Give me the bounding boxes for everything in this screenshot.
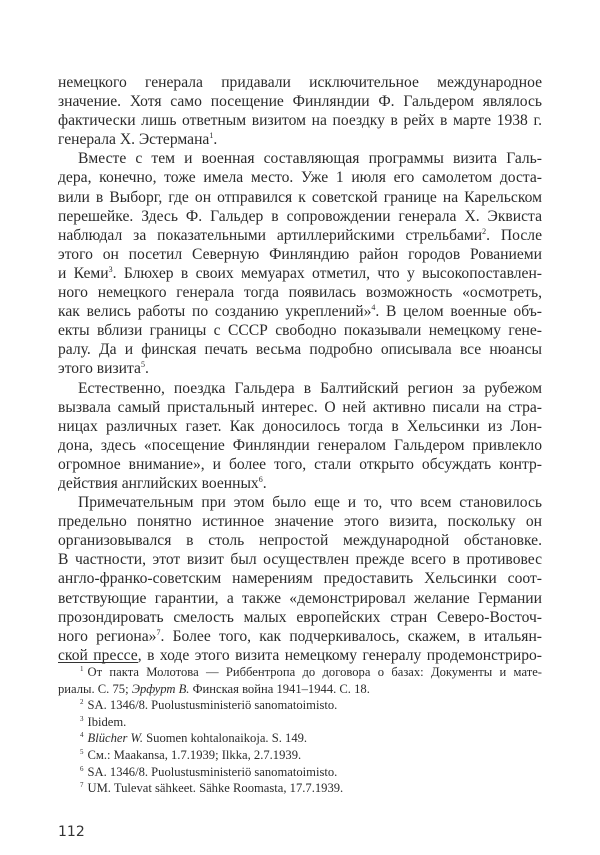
- text-line: [58, 73, 542, 92]
- text-line: [58, 321, 542, 340]
- footnote-marker: 3: [108, 264, 113, 274]
- text-line: [58, 245, 542, 264]
- author-name: Эрфурт В.: [131, 681, 190, 696]
- text-line: [58, 188, 542, 207]
- text-segment: ницах различных газет. Как доносилось тогда в Хельсинки из Лон-: [58, 417, 542, 435]
- text-line: [58, 379, 542, 398]
- page-number: 112: [58, 824, 85, 840]
- footnote-marker: 6: [80, 764, 84, 773]
- text-segment: риалы. С. 75;: [58, 681, 132, 696]
- text-segment: действия английских военных: [58, 474, 259, 492]
- text-line: [58, 168, 542, 187]
- text-segment: В частности, этот визит был осуществлен прежде всего в противовес: [58, 551, 542, 569]
- text-line: [58, 531, 542, 550]
- text-segment: дера, конечно, тоже имела место. Уже 1 июля его самолетом доста-: [58, 169, 542, 187]
- text-line: [58, 780, 542, 797]
- text-segment: . Более того, как подчеркивалось, скажем, в итальян-: [160, 627, 542, 645]
- footnote: [58, 664, 542, 697]
- footnote: [58, 764, 542, 781]
- text-segment: Вместе с тем и военная составляющая программы визита Галь-: [78, 150, 542, 168]
- text-segment: ветствующие гарантии, а также «демонстрировал желание Германии: [58, 589, 542, 607]
- text-line: [58, 283, 542, 302]
- footnote-marker: 7: [156, 627, 161, 637]
- text-segment: SA. 1346/8. Puolustusministeriö sanomatoimisto.: [87, 698, 338, 713]
- text-line: [58, 589, 542, 608]
- footnote-marker: 2: [482, 226, 487, 236]
- footnote-marker: 1: [209, 131, 214, 141]
- text-line: [58, 627, 542, 646]
- text-line: [58, 92, 542, 111]
- text-segment: значение. Хотя само посещение Финляндии Ф. Гальдером являлось: [58, 93, 542, 111]
- text-segment: вили в Выборг, где он отправился к советской границе на Карельском: [58, 188, 542, 206]
- text-segment: ской прессе, в ходе этого визита немецкому генералу продемонстриро-: [58, 646, 542, 664]
- text-segment: как велись работы по созданию укреплений»: [58, 303, 372, 321]
- text-segment: этого он посетил Северную Финляндию район городов Рованиеми: [58, 245, 542, 263]
- text-line: [58, 730, 542, 747]
- text-line: [58, 264, 542, 283]
- text-line: [58, 681, 542, 698]
- text-segment: ного немецкого генерала тогда появилась возможность «осмотреть,: [58, 284, 542, 302]
- text-line: [58, 747, 542, 764]
- text-segment: и Кеми: [58, 264, 109, 282]
- body-text: [58, 73, 542, 665]
- text-segment: Примечательным при этом было еще и то, что всем становилось: [78, 494, 542, 512]
- footnote-marker: 5: [80, 747, 84, 756]
- text-segment: дона, здесь «посещение Финляндии генералом Гальдером привлекло: [58, 436, 542, 454]
- text-segment: ралу. Да и финская печать весьма подробно описывала все нюансы: [58, 341, 542, 359]
- footnote-marker: 4: [80, 731, 84, 740]
- text-line: [58, 512, 542, 531]
- footnote-separator: [58, 662, 138, 663]
- text-segment: наблюдал за показательными артиллерийскими стрельбами: [58, 226, 483, 244]
- footnote-marker: 6: [258, 474, 263, 484]
- text-line: [58, 302, 542, 321]
- text-line: [58, 436, 542, 455]
- text-line: [58, 608, 542, 627]
- text-segment: англо-франко-советским намерениям предоставить Хельсинки соот-: [58, 570, 542, 588]
- text-segment: Suomen kohtalonaikoja. S. 149.: [143, 731, 308, 746]
- footnote: [58, 747, 542, 764]
- footnotes: [58, 664, 542, 797]
- footnote: [58, 714, 542, 731]
- text-segment: .: [262, 474, 267, 492]
- text-line: [58, 455, 542, 474]
- text-segment: екты вблизи границы с СССР свободно показывали немецкому гене-: [58, 322, 542, 340]
- paragraph: [58, 149, 542, 378]
- text-segment: этого визита: [58, 360, 141, 378]
- text-segment: SA. 1346/8. Puolustusministeriö sanomatoimisto.: [87, 764, 338, 779]
- text-segment: . После: [486, 226, 542, 244]
- text-line: [58, 111, 542, 130]
- text-line: [58, 697, 542, 714]
- text-segment: .: [144, 360, 149, 378]
- footnote: [58, 697, 542, 714]
- text-line: [58, 714, 542, 731]
- footnote-marker: 4: [371, 303, 376, 313]
- text-segment: ного региона»: [58, 627, 157, 645]
- footnote-marker: 7: [80, 781, 84, 790]
- text-line: [58, 569, 542, 588]
- footnote-marker: 2: [80, 698, 84, 707]
- text-line: [58, 664, 542, 681]
- text-segment: Ibidem.: [87, 714, 127, 729]
- text-segment: немецкого генерала придавали исключительное международное: [58, 74, 542, 91]
- text-segment: . Блюхер в своих мемуарах отметил, что у высокопоставлен-: [112, 264, 542, 282]
- text-segment: перешейке. Здесь Ф. Гальдер в сопровождении генерала Х. Эквиста: [58, 207, 542, 225]
- text-segment: UM. Tulevat sähkeet. Sähke Roomasta, 17.7.1939.: [87, 781, 344, 796]
- text-line: [58, 149, 542, 168]
- text-line: [58, 764, 542, 781]
- text-line: [58, 398, 542, 417]
- text-segment: генерала Х. Эстермана: [58, 131, 210, 149]
- text-line: [58, 207, 542, 226]
- footnote-marker: 1: [80, 665, 84, 673]
- text-segment: Естественно, поездка Гальдера в Балтийский регион за рубежом: [78, 379, 542, 397]
- text-line: [58, 226, 542, 245]
- text-line: [58, 550, 542, 569]
- text-line: [58, 130, 542, 149]
- text-segment: организовывался в столь непростой международной обстановке.: [58, 532, 542, 550]
- text-segment: фактически лишь ответным визитом на поездку в рейх в марте 1938 г.: [58, 112, 542, 130]
- text-segment: См.: Maakansa, 1.7.1939; Ilkka, 2.7.1939.: [87, 747, 302, 762]
- footnote-marker: 5: [140, 360, 145, 370]
- text-segment: предельно понятно истинное значение этого визита, поскольку он: [58, 513, 542, 531]
- text-segment: .: [213, 131, 218, 149]
- paragraph: [58, 493, 542, 665]
- author-name: Blücher W.: [87, 731, 143, 746]
- text-line: [58, 359, 542, 378]
- text-segment: вызвала самый пристальный интерес. О ней активно писали на стра-: [58, 398, 542, 416]
- footnote: [58, 780, 542, 797]
- text-segment: прозондировать смелость малых европейских стран Северо-Восточ-: [58, 608, 542, 626]
- text-segment: От пакта Молотова — Риббентропа до договора о базах: Документы и мате-: [87, 665, 542, 679]
- text-line: [58, 493, 542, 512]
- text-segment: . В целом военные объ-: [375, 303, 542, 321]
- footnote-marker: 3: [80, 714, 84, 723]
- paragraph: [58, 73, 542, 149]
- paragraph: [58, 379, 542, 494]
- text-segment: Финская война 1941–1944. С. 18.: [189, 681, 370, 696]
- text-line: [58, 474, 542, 493]
- footnote: [58, 730, 542, 747]
- text-segment: огромное внимание», и более того, стали открыто обсуждать контр-: [58, 455, 542, 473]
- text-line: [58, 417, 542, 436]
- text-line: [58, 340, 542, 359]
